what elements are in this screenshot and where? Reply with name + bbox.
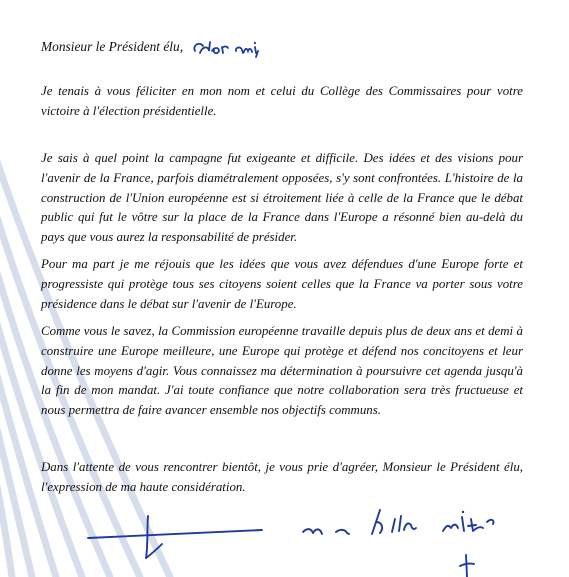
paragraph-europe-ideas: Pour ma part je me réjouis que les idées que vous avez défendues d'une Europe forte et progressiste qui protège tous ses citoyens soient celles que la France va porter sous votre présidence dans le débat sur l'avenir de l'Europe. (41, 257, 523, 311)
salutation (41, 37, 264, 59)
paragraph-campaign: Je sais à quel point la campagne fut exigeante et difficile. Des idées et des visions pour l'avenir de la France, parfois diamétralement opposées, s'y sont confrontées. L'histoire de la construction de l'Union européenne est si étroitement liée à celle de la France que le débat public qui fut le vôtre sur la place de la France dans l'Europe a résonné bien au-delà du pays que vous aurez la responsabilité de présider. (41, 151, 523, 245)
handwritten-greeting (192, 37, 264, 59)
paragraph-congratulations: Je tenais à vous féliciter en mon nom et celui du Collège des Commissaires pour votre victoire à l'élection présidentielle. (41, 84, 523, 118)
salutation-text: Monsieur le Président élu, (41, 39, 184, 55)
paragraph-commission: Comme vous le savez, la Commission européenne travaille depuis plus de deux ans et demi à construire une Europe meilleure, une Europe qui protège et défend nos concitoyens et leur donne les moyens d'agir. Vous connaissez ma détermination à poursuivre cet agenda jusqu'à la fin de mon mandat. J'ai toute confiance que notre collaboration sera très fructueuse et nous permettra de faire avancer ensemble nos objectifs communs. (41, 324, 523, 418)
paragraph-closing: Dans l'attente de vous rencontrer bientôt, je vous prie d'agréer, Monsieur le Président élu, l'expression de ma haute considération. (41, 460, 523, 494)
handwritten-signature (0, 500, 569, 577)
